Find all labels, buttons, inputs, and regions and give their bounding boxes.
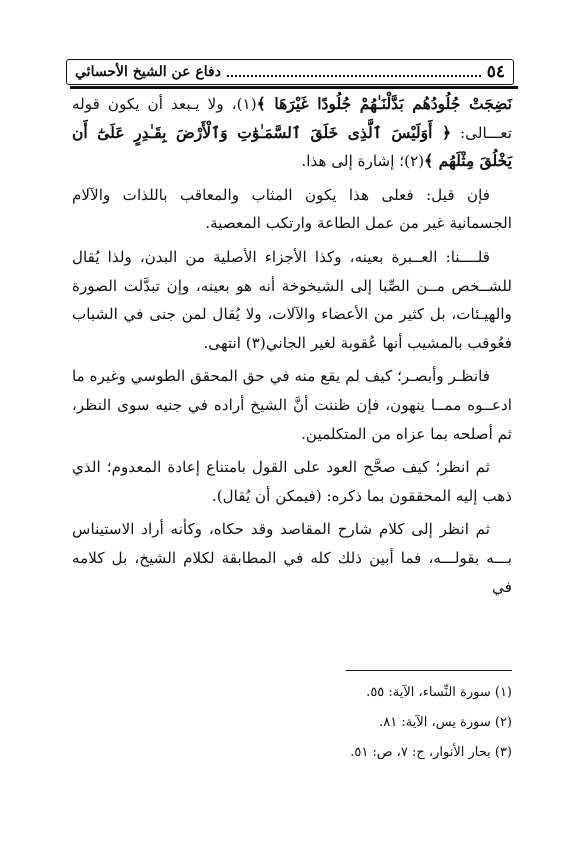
- footnote-3: (٣) بحار الأنوار، ج: ٧، ص: ٥١.: [350, 745, 512, 760]
- paragraph: [72, 90, 512, 176]
- paragraph: [72, 453, 512, 510]
- paragraph-text: فانظـر وأبصـر؛ كيف لم يقع منه في حق المحقق الطوسي وغيره ما ادعــوه ممــا ينهون، فإن ظننت أنَّ الشيخ أراده في جنيه سوى النظر، ثم أصلحه بما عزاه من المتكلمين.: [72, 367, 512, 443]
- page-number: ٥٤: [486, 62, 505, 82]
- running-title: دفاع عن الشيخ الأحسائي: [75, 64, 221, 80]
- paragraph: [72, 362, 512, 448]
- page-header: [66, 59, 514, 85]
- footnotes: [72, 678, 512, 768]
- paragraph: [72, 243, 512, 357]
- quran-verse: ﴿ أَوَلَيْسَ ٱلَّذِى خَلَقَ ٱلسَّمَـٰوَٰتِ وَٱلْأَرْضَ بِقَـٰدِرٍ عَلَىٰٓ أَن يَخْلُقَ مِثْلَهُم ﴾: [72, 122, 512, 171]
- paragraph-text: فإن قيل: فعلى هذا يكون المثاب والمعاقب باللذات والآلام الجسمانية غير من عمل الطاعة وارتكب المعصية.: [72, 185, 512, 233]
- footnote-1: (١) سورة النِّساء، الآية: ٥٥.: [366, 685, 512, 700]
- paragraph-text: (٢)؛ إشارة إلى هذا.: [301, 152, 425, 171]
- footnote-2: (٢) سورة يس، الآية: ٨١.: [379, 715, 512, 730]
- paragraph-text: ثم انظر؛ كيف صحَّح العود على القول بامتناع إعادة المعدوم؛ الذي ذهب إليه المحققون بما ذكره: (فيمكن أن يُقال).: [72, 458, 512, 505]
- quran-verse: نَضِجَتْ جُلُودُهُم بَدَّلْنَـٰهُمْ جُلُودًا غَيْرَهَا ﴾: [256, 94, 512, 113]
- paragraph: [72, 181, 512, 238]
- paragraph-text: (١)، ولا يـبعد أن يكون قوله تعـــالى:: [72, 95, 512, 142]
- paragraph-text: ثم انظر إلى كلام شارح المقاصد وقد حكاه، وكأنه أراد الاستيناس بـــه بقولـــه، فما أبين ذلك كله في المطابقة لكلام الشيخ، بل كلامه في: [72, 520, 512, 596]
- header-dot-leader: [227, 67, 481, 77]
- paragraph-text: قلــــنا: العــبرة بعينه، وكذا الأجزاء الأصلية من البدن، ولذا يُقال للشــخص مــن الصِّبا إلى الشيخوخة أنه هو بعينه، وإن تبدَّلت الصورة والهيـئات، بل كثير من الأعضاء والآلات، ولا يُقال لمن جنى في الشباب فعُوقب بالمشيب أنها عُقوبة لغير الجاني(٣) انتهى.: [72, 247, 512, 352]
- paragraph: [72, 515, 512, 601]
- body-text: [72, 90, 512, 606]
- footnote-divider: [346, 670, 512, 671]
